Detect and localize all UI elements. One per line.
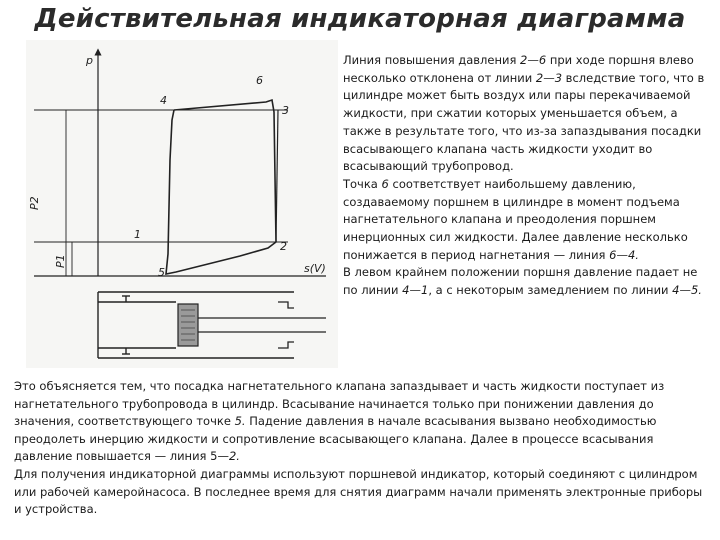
point-1-label: 1 xyxy=(134,228,141,241)
indicator-diagram xyxy=(26,40,338,368)
p-axis-label: p xyxy=(86,54,93,67)
italic-run: 4—5. xyxy=(672,283,702,298)
point-6-label: 6 xyxy=(256,74,263,87)
bottom-paragraph xyxy=(14,466,710,519)
side-paragraph xyxy=(343,52,711,176)
italic-run: 2—3 xyxy=(535,70,563,85)
piston-rod xyxy=(198,318,326,332)
point-4-label: 4 xyxy=(160,94,167,107)
point-2-label: 2 xyxy=(280,240,287,253)
point-5-label: 5 xyxy=(158,266,165,279)
text-run: Точка xyxy=(343,176,382,191)
text-run: соответствует наибольшему давлению, создаваемому поршнем в цилиндре в момент подъема нагнетательного клапана и преодоления поршнем инерционных сил жидкости. Далее давление несколько понижается в период нагнетания — линия xyxy=(343,176,688,262)
p2-label: P2 xyxy=(28,196,41,210)
indicator-cycle-curve xyxy=(166,100,276,274)
italic-run: 4—1 xyxy=(402,283,429,298)
s-axis-label: s(V) xyxy=(304,262,326,275)
italic-run: 5. xyxy=(234,414,246,429)
p1-label: P1 xyxy=(54,254,67,268)
text-run: Это объясняется тем, что посадка нагнетательного клапана запаздывает и часть жидкости поступает из нагнетательного трубопровода в цилиндр. Всасывание начинается только при понижении давления до значения, соответствующего точке xyxy=(14,379,665,429)
text-run: при ходе поршня влево несколько отклонена от линии xyxy=(343,53,694,85)
italic-run: 6 xyxy=(381,176,389,191)
side-explanation xyxy=(343,52,711,300)
point-3-label: 3 xyxy=(282,104,289,117)
side-paragraph xyxy=(343,176,711,265)
italic-run: 2. xyxy=(228,449,240,464)
text-run: Падение давления в начале всасывания вызвано необходимостью преодолеть инерцию жидкости и сопротивление всасывающего клапана. Далее в процессе всасывания давление повышается — линия 5— xyxy=(14,414,657,464)
valve-marks xyxy=(278,302,294,348)
page-title: Действительная индикаторная диаграмма xyxy=(34,4,686,34)
text-run: Для получения индикаторной диаграммы используют поршневой индикатор, который соединяют с цилиндром или рабочей камеройнасоса. В последнее время для снятия диаграмм начали применять электронные приборы и устройства. xyxy=(14,466,703,517)
text-run: вследствие того, что в цилиндре может быть воздух или пары перекачиваемой жидкости, при сжатии которых уменьшается объем, а также в результате того, что из-за запаздывания посадки всасывающего клапана часть жидкости уходит во всасывающий трубопровод. xyxy=(343,70,705,174)
bottom-paragraph xyxy=(14,378,710,466)
bottom-explanation xyxy=(14,378,710,519)
italic-run: 2—6 xyxy=(520,53,547,67)
text-run: В левом крайнем положении поршня давление падает не по линии xyxy=(343,265,698,298)
line-2-3 xyxy=(276,110,278,242)
text-run: , а с некоторым замедлением по линии xyxy=(428,283,673,298)
side-paragraph xyxy=(343,264,711,299)
italic-run: 6—4. xyxy=(609,247,639,262)
text-run: Линия повышения давления xyxy=(343,53,521,67)
